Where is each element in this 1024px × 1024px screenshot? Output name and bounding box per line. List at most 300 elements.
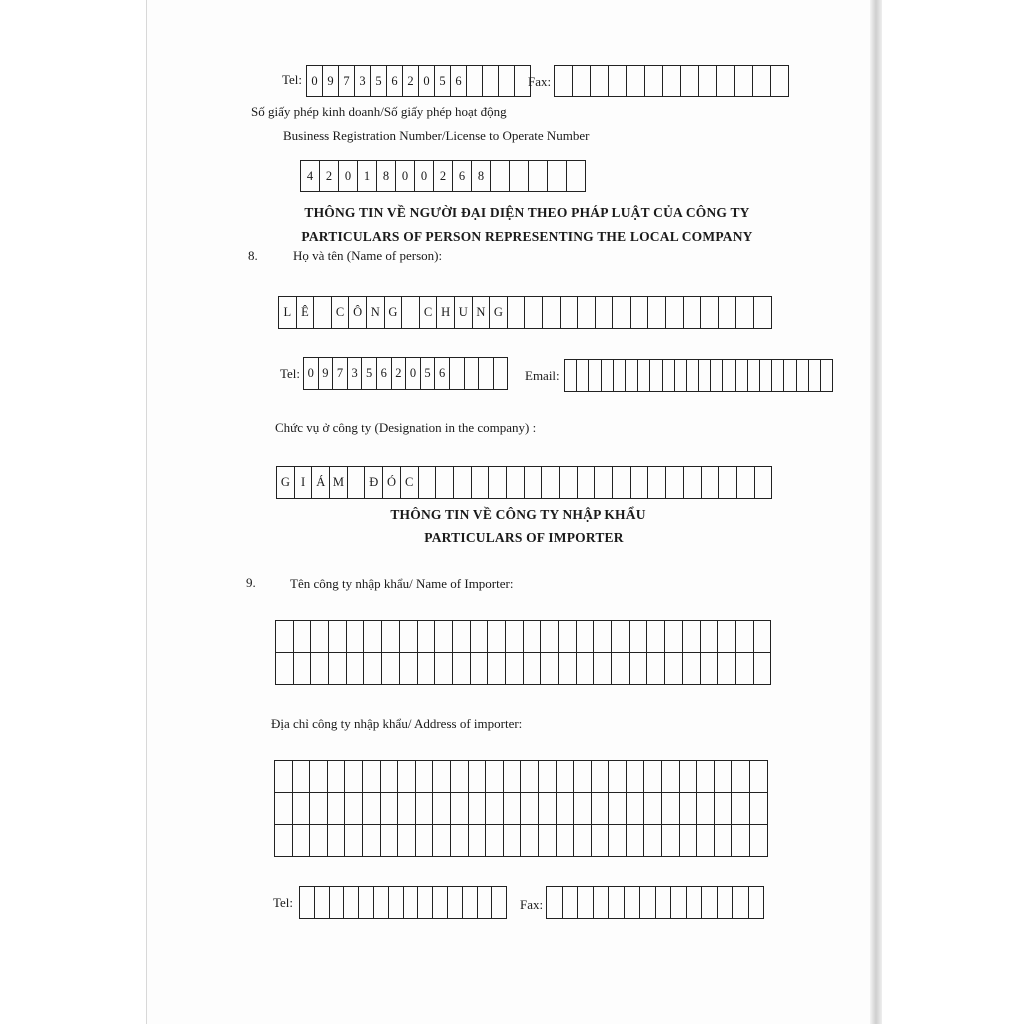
input-box[interactable]: 7 xyxy=(333,358,348,390)
input-box[interactable] xyxy=(310,761,328,793)
input-box[interactable] xyxy=(563,887,579,919)
input-box[interactable] xyxy=(577,621,595,653)
input-box[interactable] xyxy=(344,887,359,919)
input-box[interactable] xyxy=(648,297,666,329)
input-box[interactable] xyxy=(736,360,748,392)
input-box[interactable] xyxy=(294,653,312,685)
input-box[interactable] xyxy=(359,887,374,919)
input-box[interactable] xyxy=(645,66,663,97)
input-box[interactable] xyxy=(347,621,365,653)
input-box[interactable] xyxy=(539,793,557,825)
input-box[interactable] xyxy=(419,467,437,499)
input-box[interactable] xyxy=(381,825,399,857)
input-box[interactable] xyxy=(547,887,563,919)
input-box[interactable] xyxy=(683,653,701,685)
representative-tel-boxes[interactable] xyxy=(303,357,508,390)
input-box[interactable] xyxy=(687,887,703,919)
input-box[interactable] xyxy=(595,467,613,499)
input-box[interactable] xyxy=(275,825,293,857)
input-box[interactable] xyxy=(347,653,365,685)
input-box[interactable] xyxy=(539,761,557,793)
input-box[interactable] xyxy=(398,793,416,825)
input-box[interactable] xyxy=(683,621,701,653)
input-box[interactable] xyxy=(416,793,434,825)
input-box[interactable] xyxy=(711,360,723,392)
input-box[interactable] xyxy=(578,887,594,919)
input-box[interactable] xyxy=(594,653,612,685)
input-box[interactable]: 3 xyxy=(348,358,363,390)
input-box[interactable] xyxy=(510,161,529,192)
input-box[interactable] xyxy=(529,161,548,192)
input-box[interactable] xyxy=(451,761,469,793)
input-box[interactable] xyxy=(469,825,487,857)
input-box[interactable] xyxy=(750,825,768,857)
input-box[interactable] xyxy=(771,66,789,97)
input-box[interactable]: G xyxy=(490,297,508,329)
input-box[interactable] xyxy=(719,467,737,499)
input-box[interactable] xyxy=(640,887,656,919)
input-box[interactable] xyxy=(557,793,575,825)
input-box[interactable] xyxy=(809,360,821,392)
input-box[interactable] xyxy=(612,621,630,653)
input-box[interactable] xyxy=(548,161,567,192)
input-box[interactable] xyxy=(471,653,489,685)
input-box[interactable]: 5 xyxy=(362,358,377,390)
input-box[interactable] xyxy=(609,66,627,97)
input-box[interactable]: 6 xyxy=(377,358,392,390)
input-box[interactable]: 6 xyxy=(453,161,472,192)
input-box[interactable] xyxy=(328,825,346,857)
input-box[interactable] xyxy=(565,360,577,392)
input-box[interactable] xyxy=(718,653,736,685)
input-box[interactable]: L xyxy=(279,297,297,329)
input-box[interactable] xyxy=(541,653,559,685)
input-box[interactable] xyxy=(754,621,772,653)
input-box[interactable] xyxy=(494,358,509,390)
input-box[interactable] xyxy=(453,653,471,685)
input-box[interactable] xyxy=(684,467,702,499)
input-box[interactable] xyxy=(627,825,645,857)
input-box[interactable] xyxy=(662,825,680,857)
input-box[interactable] xyxy=(797,360,809,392)
input-box[interactable]: 2 xyxy=(403,66,419,97)
input-box[interactable] xyxy=(508,297,526,329)
importer-tel-boxes[interactable] xyxy=(299,886,507,919)
input-box[interactable] xyxy=(662,761,680,793)
input-box[interactable] xyxy=(561,297,579,329)
input-box[interactable] xyxy=(715,761,733,793)
input-box[interactable] xyxy=(630,621,648,653)
input-box[interactable] xyxy=(486,825,504,857)
importer-fax-boxes[interactable] xyxy=(546,886,764,919)
input-box[interactable]: 6 xyxy=(451,66,467,97)
input-box[interactable] xyxy=(488,621,506,653)
input-box[interactable] xyxy=(650,360,662,392)
input-box[interactable] xyxy=(732,825,750,857)
input-box[interactable] xyxy=(345,793,363,825)
input-box[interactable] xyxy=(666,467,684,499)
input-box[interactable] xyxy=(699,66,717,97)
input-box[interactable] xyxy=(555,66,573,97)
input-box[interactable] xyxy=(311,621,329,653)
input-box[interactable] xyxy=(328,793,346,825)
input-box[interactable] xyxy=(592,825,610,857)
input-box[interactable] xyxy=(543,297,561,329)
input-box[interactable] xyxy=(574,825,592,857)
input-box[interactable] xyxy=(363,761,381,793)
input-box[interactable] xyxy=(479,358,494,390)
input-box[interactable]: 0 xyxy=(415,161,434,192)
input-box[interactable]: 3 xyxy=(355,66,371,97)
input-box[interactable] xyxy=(345,761,363,793)
input-box[interactable] xyxy=(592,761,610,793)
input-box[interactable]: 6 xyxy=(435,358,450,390)
input-box[interactable] xyxy=(665,621,683,653)
input-box[interactable]: 5 xyxy=(371,66,387,97)
input-box[interactable] xyxy=(594,621,612,653)
representative-name-boxes[interactable] xyxy=(278,296,772,329)
input-box[interactable]: H xyxy=(437,297,455,329)
input-box[interactable] xyxy=(560,467,578,499)
input-box[interactable] xyxy=(753,66,771,97)
input-box[interactable] xyxy=(613,297,631,329)
input-box[interactable] xyxy=(755,467,773,499)
input-box[interactable] xyxy=(310,825,328,857)
input-box[interactable] xyxy=(733,887,749,919)
input-box[interactable] xyxy=(328,761,346,793)
input-box[interactable] xyxy=(680,793,698,825)
input-box[interactable] xyxy=(404,887,419,919)
input-box[interactable] xyxy=(574,793,592,825)
input-box[interactable] xyxy=(436,467,454,499)
input-box[interactable] xyxy=(453,621,471,653)
company-fax-boxes[interactable] xyxy=(554,65,789,97)
input-box[interactable] xyxy=(736,653,754,685)
input-box[interactable] xyxy=(732,793,750,825)
registration-number-boxes[interactable] xyxy=(300,160,586,192)
input-box[interactable]: 7 xyxy=(339,66,355,97)
input-box[interactable] xyxy=(631,467,649,499)
input-box[interactable] xyxy=(315,887,330,919)
input-box[interactable] xyxy=(504,825,522,857)
input-box[interactable] xyxy=(687,360,699,392)
input-box[interactable] xyxy=(418,653,436,685)
input-box[interactable] xyxy=(666,297,684,329)
input-box[interactable] xyxy=(275,761,293,793)
input-box[interactable]: Á xyxy=(312,467,330,499)
input-box[interactable] xyxy=(398,825,416,857)
input-box[interactable] xyxy=(465,358,480,390)
input-box[interactable] xyxy=(374,887,389,919)
input-box[interactable]: C xyxy=(332,297,350,329)
input-box[interactable] xyxy=(363,825,381,857)
input-box[interactable] xyxy=(525,467,543,499)
input-box[interactable] xyxy=(521,825,539,857)
input-box[interactable] xyxy=(363,793,381,825)
designation-boxes[interactable] xyxy=(276,466,772,499)
input-box[interactable] xyxy=(507,467,525,499)
input-box[interactable] xyxy=(750,793,768,825)
input-box[interactable]: 0 xyxy=(304,358,319,390)
input-box[interactable] xyxy=(681,66,699,97)
input-box[interactable] xyxy=(614,360,626,392)
input-box[interactable] xyxy=(648,467,666,499)
input-box[interactable] xyxy=(609,793,627,825)
input-box[interactable] xyxy=(609,825,627,857)
input-box[interactable] xyxy=(293,793,311,825)
input-box[interactable] xyxy=(489,467,507,499)
input-box[interactable] xyxy=(381,761,399,793)
input-box[interactable] xyxy=(662,793,680,825)
input-box[interactable] xyxy=(644,825,662,857)
input-box[interactable] xyxy=(451,825,469,857)
input-box[interactable] xyxy=(345,825,363,857)
input-box[interactable] xyxy=(701,297,719,329)
input-box[interactable] xyxy=(416,761,434,793)
input-box[interactable] xyxy=(749,887,765,919)
input-box[interactable]: 9 xyxy=(323,66,339,97)
input-box[interactable] xyxy=(418,887,433,919)
input-box[interactable] xyxy=(644,793,662,825)
input-box[interactable] xyxy=(499,66,515,97)
input-box[interactable] xyxy=(469,793,487,825)
input-box[interactable] xyxy=(525,297,543,329)
input-box[interactable]: 1 xyxy=(358,161,377,192)
input-box[interactable] xyxy=(784,360,796,392)
input-box[interactable] xyxy=(697,825,715,857)
input-box[interactable] xyxy=(675,360,687,392)
input-box[interactable] xyxy=(483,66,499,97)
input-box[interactable] xyxy=(697,793,715,825)
input-box[interactable] xyxy=(311,653,329,685)
input-box[interactable] xyxy=(577,653,595,685)
input-box[interactable] xyxy=(300,887,315,919)
input-box[interactable] xyxy=(450,358,465,390)
input-box[interactable]: Đ xyxy=(365,467,383,499)
input-box[interactable] xyxy=(418,621,436,653)
input-box[interactable] xyxy=(400,621,418,653)
input-box[interactable] xyxy=(578,297,596,329)
input-box[interactable] xyxy=(578,467,596,499)
input-box[interactable] xyxy=(625,887,641,919)
input-box[interactable] xyxy=(701,621,719,653)
importer-name-boxes[interactable] xyxy=(275,620,771,685)
input-box[interactable] xyxy=(750,761,768,793)
input-box[interactable] xyxy=(612,653,630,685)
input-box[interactable] xyxy=(329,621,347,653)
input-box[interactable] xyxy=(702,887,718,919)
input-box[interactable] xyxy=(699,360,711,392)
input-box[interactable] xyxy=(416,825,434,857)
input-box[interactable] xyxy=(717,66,735,97)
input-box[interactable]: U xyxy=(455,297,473,329)
input-box[interactable] xyxy=(381,793,399,825)
input-box[interactable]: C xyxy=(420,297,438,329)
input-box[interactable] xyxy=(506,621,524,653)
input-box[interactable] xyxy=(521,761,539,793)
input-box[interactable] xyxy=(735,66,753,97)
input-box[interactable] xyxy=(680,761,698,793)
input-box[interactable]: I xyxy=(295,467,313,499)
input-box[interactable] xyxy=(435,653,453,685)
input-box[interactable] xyxy=(715,793,733,825)
input-box[interactable] xyxy=(613,467,631,499)
input-box[interactable] xyxy=(592,793,610,825)
importer-address-boxes[interactable] xyxy=(274,760,768,857)
input-box[interactable] xyxy=(638,360,650,392)
input-box[interactable] xyxy=(627,761,645,793)
input-box[interactable]: C xyxy=(401,467,419,499)
input-box[interactable] xyxy=(541,621,559,653)
input-box[interactable] xyxy=(542,467,560,499)
input-box[interactable] xyxy=(506,653,524,685)
input-box[interactable] xyxy=(330,887,345,919)
input-box[interactable] xyxy=(573,66,591,97)
input-box[interactable] xyxy=(276,653,294,685)
input-box[interactable] xyxy=(382,653,400,685)
input-box[interactable] xyxy=(471,621,489,653)
input-box[interactable] xyxy=(656,887,672,919)
input-box[interactable] xyxy=(577,360,589,392)
input-box[interactable] xyxy=(435,621,453,653)
input-box[interactable] xyxy=(486,761,504,793)
input-box[interactable]: G xyxy=(277,467,295,499)
input-box[interactable] xyxy=(754,653,772,685)
input-box[interactable]: Ó xyxy=(383,467,401,499)
input-box[interactable] xyxy=(293,761,311,793)
input-box[interactable]: 2 xyxy=(320,161,339,192)
input-box[interactable] xyxy=(478,887,493,919)
input-box[interactable]: 0 xyxy=(419,66,435,97)
input-box[interactable]: Ê xyxy=(297,297,315,329)
input-box[interactable] xyxy=(389,887,404,919)
input-box[interactable]: 8 xyxy=(377,161,396,192)
input-box[interactable] xyxy=(626,360,638,392)
input-box[interactable] xyxy=(701,653,719,685)
input-box[interactable] xyxy=(539,825,557,857)
input-box[interactable] xyxy=(736,297,754,329)
input-box[interactable] xyxy=(671,887,687,919)
input-box[interactable]: N xyxy=(473,297,491,329)
input-box[interactable] xyxy=(451,793,469,825)
input-box[interactable] xyxy=(630,653,648,685)
input-box[interactable] xyxy=(433,887,448,919)
input-box[interactable]: 2 xyxy=(434,161,453,192)
input-box[interactable] xyxy=(472,467,490,499)
input-box[interactable] xyxy=(718,621,736,653)
input-box[interactable] xyxy=(631,297,649,329)
input-box[interactable] xyxy=(463,887,478,919)
input-box[interactable] xyxy=(754,297,772,329)
input-box[interactable] xyxy=(433,793,451,825)
input-box[interactable] xyxy=(491,161,510,192)
input-box[interactable]: M xyxy=(330,467,348,499)
input-box[interactable] xyxy=(275,793,293,825)
input-box[interactable] xyxy=(647,653,665,685)
input-box[interactable] xyxy=(310,793,328,825)
input-box[interactable] xyxy=(567,161,586,192)
input-box[interactable] xyxy=(594,887,610,919)
input-box[interactable] xyxy=(574,761,592,793)
input-box[interactable]: G xyxy=(385,297,403,329)
input-box[interactable] xyxy=(609,761,627,793)
input-box[interactable] xyxy=(718,887,734,919)
input-box[interactable] xyxy=(504,793,522,825)
input-box[interactable]: 9 xyxy=(319,358,334,390)
representative-email-boxes[interactable] xyxy=(564,359,833,392)
input-box[interactable] xyxy=(364,621,382,653)
input-box[interactable]: Ô xyxy=(349,297,367,329)
input-box[interactable] xyxy=(329,653,347,685)
input-box[interactable] xyxy=(821,360,833,392)
input-box[interactable] xyxy=(719,297,737,329)
input-box[interactable] xyxy=(402,297,420,329)
input-box[interactable]: 5 xyxy=(435,66,451,97)
input-box[interactable] xyxy=(557,825,575,857)
input-box[interactable] xyxy=(748,360,760,392)
input-box[interactable] xyxy=(559,653,577,685)
input-box[interactable] xyxy=(559,621,577,653)
input-box[interactable] xyxy=(627,793,645,825)
input-box[interactable] xyxy=(348,467,366,499)
input-box[interactable] xyxy=(448,887,463,919)
input-box[interactable] xyxy=(524,653,542,685)
input-box[interactable] xyxy=(276,621,294,653)
input-box[interactable] xyxy=(680,825,698,857)
input-box[interactable] xyxy=(433,825,451,857)
input-box[interactable] xyxy=(293,825,311,857)
input-box[interactable] xyxy=(723,360,735,392)
input-box[interactable] xyxy=(596,297,614,329)
input-box[interactable] xyxy=(492,887,507,919)
input-box[interactable] xyxy=(732,761,750,793)
input-box[interactable]: 5 xyxy=(421,358,436,390)
company-tel-boxes[interactable] xyxy=(306,65,531,97)
input-box[interactable]: 0 xyxy=(307,66,323,97)
input-box[interactable] xyxy=(737,467,755,499)
input-box[interactable] xyxy=(467,66,483,97)
input-box[interactable] xyxy=(433,761,451,793)
input-box[interactable]: 0 xyxy=(406,358,421,390)
input-box[interactable] xyxy=(665,653,683,685)
input-box[interactable] xyxy=(557,761,575,793)
input-box[interactable] xyxy=(627,66,645,97)
input-box[interactable] xyxy=(486,793,504,825)
input-box[interactable] xyxy=(504,761,522,793)
input-box[interactable] xyxy=(702,467,720,499)
input-box[interactable] xyxy=(314,297,332,329)
input-box[interactable] xyxy=(602,360,614,392)
input-box[interactable] xyxy=(382,621,400,653)
input-box[interactable] xyxy=(488,653,506,685)
input-box[interactable] xyxy=(663,66,681,97)
input-box[interactable] xyxy=(715,825,733,857)
input-box[interactable] xyxy=(684,297,702,329)
input-box[interactable] xyxy=(736,621,754,653)
input-box[interactable] xyxy=(697,761,715,793)
input-box[interactable] xyxy=(760,360,772,392)
input-box[interactable] xyxy=(454,467,472,499)
input-box[interactable] xyxy=(644,761,662,793)
input-box[interactable]: N xyxy=(367,297,385,329)
input-box[interactable]: 8 xyxy=(472,161,491,192)
input-box[interactable] xyxy=(400,653,418,685)
input-box[interactable]: 4 xyxy=(301,161,320,192)
input-box[interactable] xyxy=(663,360,675,392)
input-box[interactable] xyxy=(364,653,382,685)
input-box[interactable]: 2 xyxy=(392,358,407,390)
input-box[interactable] xyxy=(772,360,784,392)
